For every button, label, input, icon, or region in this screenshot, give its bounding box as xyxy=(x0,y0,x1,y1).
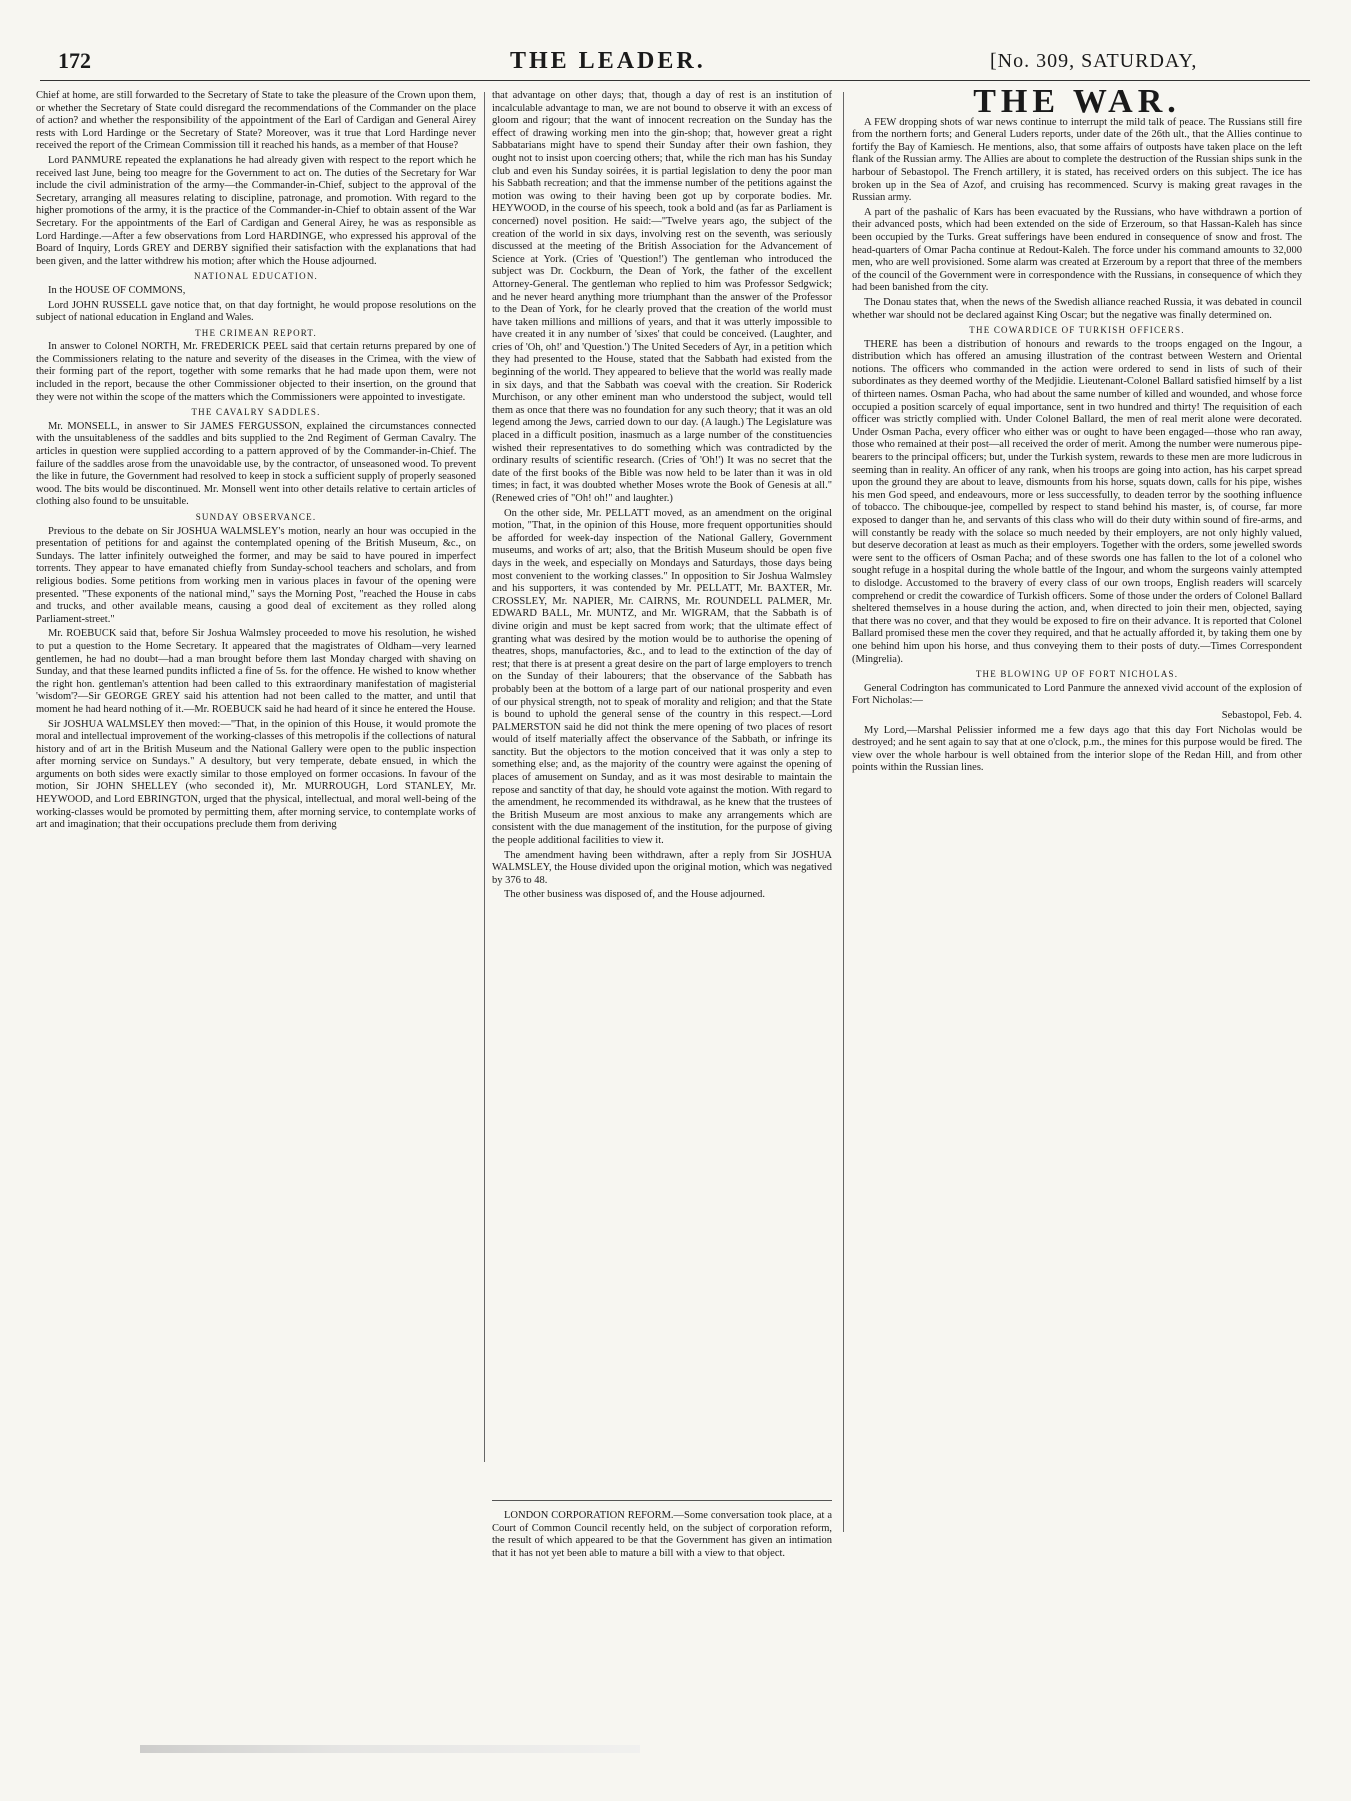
column-3 xyxy=(852,90,1302,1590)
paragraph: The other business was disposed of, and the House adjourned. xyxy=(504,889,765,901)
paragraph: On the other side, Mr. PELLATT moved, as an amendment on the original motion, "That, in the opinion of this House, more frequent opportunities should be afforded for week-day inspection of the National Gallery, Government museums, and works of art; also, that the British Museum should be open five days in the week, and especially on Mondays and Saturdays, those days being most convenient to the working classes." In opposition to Sir Joshua Walmsley and his supporters, it was contended by Mr. PELLATT, Mr. BAXTER, Mr. CROSSLEY, Mr. NAPIER, Mr. CAIRNS, Mr. ROUNDELL PALMER, Mr. EDWARD BALL, Mr. MUNTZ, and Mr. WIGRAM, that the Sabbath is of divine origin and must be kept sacred from work; that the ultimate effect of granting what was desired by the motion would be to authorise the opening of theatres, shops, manufactories, &c., and to lead to the extinction of the day of rest; that there is at present a great desire on the part of large employers to trench on the Sunday of their labourers; that the observance of the Sabbath has probably been at the bottom of a large part of our national prosperity and even of our physical strength, not to speak of morality and religion; and that the State is bound to uphold the general sense of the country in this respect.—Lord PALMERSTON said he did not think the mere opening of two places of resort would of itself materially affect the observance of the Sabbath, or infringe its sanctity. But the objectors to the motion conceived that it was only a step to something else; and, as the majority of the country were against the opening of places of amusement on Sunday, and as it was most desirable to maintain the repose and sanctity of that day, he should vote against the motion. With regard to the amendment, he recommended its withdrawal, as he knew that the trustees of the British Museum are most anxious to make any arrangements which are consistent with the due management of the institution, for the purpose of giving the people additional facilities to view it. xyxy=(492,507,832,847)
section-heading: SUNDAY OBSERVANCE. xyxy=(195,512,317,522)
column-rule xyxy=(843,92,844,1532)
paragraph: General Codrington has communicated to Lord Panmure the annexed vivid account of the explosion of Fort Nicholas:— xyxy=(852,682,1302,707)
column-2 xyxy=(492,90,832,1490)
paragraph: In the HOUSE OF COMMONS, xyxy=(48,284,186,296)
dateline: Sebastopol, Feb. 4. xyxy=(1221,709,1302,721)
column-2-footnote xyxy=(492,1510,832,1560)
paragraph: LONDON CORPORATION REFORM.—Some conversation took place, at a Court of Common Council recently held, on the subject of corporation reform, the result of which appeared to be that the Government has given an intimation that it has not yet been able to mature a bill with a view to that object. xyxy=(492,1510,832,1559)
column-rule xyxy=(484,92,485,1462)
header-rule xyxy=(40,80,1310,81)
paragraph: The Donau states that, when the news of the Swedish alliance reached Russia, it was debated in council whether war should not be declared against King Oscar; but the negative was finally determined on. xyxy=(852,296,1302,321)
paragraph: Mr. ROEBUCK said that, before Sir Joshua Walmsley proceeded to move his resolution, he wished to put a question to the Home Secretary. It appeared that the magistrates of Oldham—very learned gentlemen, he had no doubt—had a man brought before them last Monday charged with shaving on Sunday, and that these learned pundits inflicted a fine of 5s. for the offence. He wished to know whether the right hon. gentleman's attention had been called to this extraordinary manifestation of magisterial 'wisdom'?—Sir GEORGE GREY said his attention had not been called to the matter, and until that moment he had heard nothing of it.—Mr. ROEBUCK said he had heard of it since he entered the House. xyxy=(36,628,476,715)
paragraph: The amendment having been withdrawn, after a reply from Sir JOSHUA WALMSLEY, the House divided upon the original motion, which was negatived by 376 to 48. xyxy=(492,849,832,886)
paragraph: THERE has been a distribution of honours and rewards to the troops engaged on the Ingour, a distribution which has offered an amusing illustration of the contrast between Western and Oriental notions. The officers who commanded in the action were ordered to send in lists of such of their subordinates as they deemed worthy of the Medjidie. Lieutenant-Colonel Ballard satisfied himself by a list of thirteen names. Osman Pacha, who had about the same number of killed and wounded, and whose force occupied a position scarcely of equal importance, sent in two hundred and thirty! The requisition of each officer was strictly complied with. Under Colonel Ballard, the men of real merit alone were decorated. Under Osman Pacha, every officer who either was or ought to have been engaged—those who ran away, those who remained at their post—all received the order of merit. Among the number were numerous pipe-bearers to the principal officers; but, under the Turkish system, rewards to these men are more ludicrous in seeming than in reality. An officer of any rank, when his troops are going into action, has his carpet spread upon the ground they are about to leave, dismounts from his horse, squats down, calls for his pipe, wishes his men God speed, and endeavours, more or less successfully, to deaden terror by the soothing influence of tobacco. The chibouque-jee, compelled by respect to stand behind his master, is, of course, far more exposed to danger than he, and servants of this class who will do their duty within sound of fire-arms, and will constantly be ready with the solace so much needed by their employers, are not only highly valued, but deserve decoration at least as much as their employers. Together with the orders, some jewelled swords were sent to the officers of Osman Pacha; and of these swords one has fallen to the lot of a colonel who sought refuge in a hospital during the whole battle of the Ingour, and whom the surgeons vainly attempted to dislodge. Accustomed to the bravery of every class of our own troops, English readers will scarcely comprehend or credit the cowardice of Turkish officers. Some of those under the orders of Colonel Ballard sheltered themselves in a house during the action, and, when directed to join their men, objected, saying that there was no cover, and that they would be exposed to fire on their advance. It is reported that Colonel Ballard promised these men the cover they required, and that he actually afforded it, by taking them one by one behind him upon his horse, and thus conveying them to their posts of duty.—Times Correspondent (Mingrelia). xyxy=(852,338,1302,665)
paragraph: Previous to the debate on Sir JOSHUA WALMSLEY's motion, nearly an hour was occupied in the presentation of petitions for and against the contemplated opening of the British Museum, &c., on Sundays. The latter infinitely outweighed the former, and may be said to have poured in imperfect torrents. They appear to have emanated chiefly from Sunday-school teachers and scholars, and from religious bodies. Some petitions from working men in various places in favour of the opening were presented. "These exponents of the national mind," says the Morning Post, "reached the House in cabs and trucks, and other available means, causing a good deal of excitement as they rolled along Parliament-street." xyxy=(36,525,476,625)
paragraph: A part of the pashalic of Kars has been evacuated by the Russians, who have withdrawn a portion of their advanced posts, which had been extended on the side of Erzeroum, so that Hassan-Kaleh has since been occupied by the Turks. Great sufferings have been endured in consequence of snow and frost. The head-quarters of Omar Pacha continue at Redout-Kaleh. The force under his command amounts to 32,000 men, who are well provisioned. Some alarm was created at Erzeroum by a report that three of the members of the council of the Government were in correspondence with the Russians, in consequence of which they had been banished from the city. xyxy=(852,206,1302,294)
page-header xyxy=(40,48,1310,78)
section-heading: THE CRIMEAN REPORT. xyxy=(195,327,317,338)
divider xyxy=(492,1500,832,1501)
column-1 xyxy=(36,90,476,1550)
section-heading: THE BLOWING UP OF FORT NICHOLAS. xyxy=(975,669,1179,680)
scan-smudge xyxy=(140,1745,640,1753)
section-heading: NATIONAL EDUCATION. xyxy=(194,271,318,282)
masthead: THE LEADER. xyxy=(510,48,706,74)
paragraph: My Lord,—Marshal Pelissier informed me a few days ago that this day Fort Nicholas would be destroyed; and he sent again to say that at one o'clock, p.m., the mines for this purpose would be fired. The view over the whole harbour is well obtained from the interior slope of the Redan Hill, and from other points within the Russian lines. xyxy=(852,724,1302,774)
section-heading: THE CAVALRY SADDLES. xyxy=(191,407,321,418)
article-title: THE WAR. xyxy=(973,90,1181,120)
paragraph: Lord PANMURE repeated the explanations he had already given with respect to the report which he received last June, being too meagre for the Government to act on. The duties of the Secretary for War include the civil administration of the army—the Commander-in-Chief, subject to the approval of the Secretary, arranging all measures relating to discipline, patronage, and promotion. With regard to the higher promotions of the army, it is the practice of the Commander-in-Chief to obtain assent of the War Secretary. For the appointments of the Earl of Cardigan and General Airey, he was as responsible as Lord Hardinge.—After a few observations from Lord HARDINGE, who expressed his approval of the Board of Inquiry, Lords GREY and DERBY signified their satisfaction with the explanations that had been given, and the latter withdrew his motion; after which the House adjourned. xyxy=(36,154,476,267)
paragraph: Chief at home, are still forwarded to the Secretary of State to take the pleasure of the Crown upon them, or whether the Secretary of State could disregard the recommendations of the Commander on the place of action? and whether the responsibility of the appointment of the Earl of Cardigan and General Airey rests with Lord Hardinge or the Secretary of State? Moreover, was it true that Lord Hardinge never received the report of the Crimean Commission till it reached his hands, as a member of that House? xyxy=(36,90,476,152)
paragraph: Lord JOHN RUSSELL gave notice that, on that day fortnight, he would propose resolutions on the subject of national education in England and Wales. xyxy=(36,299,476,324)
paragraph: Sir JOSHUA WALMSLEY then moved:—"That, in the opinion of this House, it would promote the moral and intellectual improvement of the working-classes of this metropolis if the collections of natural history and of art in the British Museum and the National Gallery were open to the public inspection after morning service on Sundays." A desultory, but very temperate, debate ensued, in which the arguments on both sides were exactly similar to those employed on former occasions. In favour of the motion, Sir JOHN SHELLEY (who seconded it), Mr. MURROUGH, Lord STANLEY, Mr. HEYWOOD, and Lord EBRINGTON, urged that the physical, intellectual, and moral well-being of the working-classes would be promoted by permitting them, after morning service, to contemplate works of art and imagination; that their occupations preclude them from deriving xyxy=(36,718,476,831)
section-heading: THE COWARDICE OF TURKISH OFFICERS. xyxy=(969,325,1185,336)
paragraph: Mr. MONSELL, in answer to Sir JAMES FERGUSSON, explained the circumstances connected with the unsuitableness of the saddles and bits supplied to the 2nd Regiment of German Cavalry. The articles in question were supplied according to a pattern approved of by the Commander-in-Chief. The failure of the saddles arose from the unavoidable use, by the contractor, of unseasoned wood. To prevent the like in future, the Government had resolved to keep in stock a sufficient supply of properly seasoned wood. The bits would be discontinued. Mr. Monsell went into other details relative to certain articles of clothing also found to be unsuitable. xyxy=(36,420,476,508)
paragraph: In answer to Colonel NORTH, Mr. FREDERICK PEEL said that certain returns prepared by one of the Commissioners relating to the nature and severity of the diseases in the Crimea, with the view of their forming part of the report, together with some remarks that he had made upon them, were not included in the report, because the other Commissioner objected to their insertion, on the ground that they were not within the scope of the matters which the Commissioners were appointed to investigate. xyxy=(36,341,476,403)
issue-line: [No. 309, SATURDAY, xyxy=(990,50,1198,72)
page-number: 172 xyxy=(58,48,91,73)
paragraph: A FEW dropping shots of war news continue to interrupt the mild talk of peace. The Russians still fire from the northern forts; and General Luders reports, under date of the 26th ult., that the Allies continue to fortify the Bay of Kamiesch. He mentions, also, that some affairs of outposts have taken place on the left flank of the Russian army. The Allies are about to complete the destruction of the Russian ships sunk in the harbour of Sebastopol. The French artillery, it is stated, has received orders on this subject. The ice has broken up in the Sea of Azof, and cruising has recommenced. Scurvy is making great ravages in the Russian army. xyxy=(852,116,1302,204)
paragraph: that advantage on other days; that, though a day of rest is an institution of incalculable advantage to man, we are not bound to observe it with an excess of gloom and rigour; that the want of innocent recreation on the Sunday has the effect of drawing working men into the gin-shop; that, however great a right Sabbatarians might have to spend their Sunday after their own fashion, they ought not to insist upon coercing others; that, while the rich man has his Sunday club and even his Sunday soirées, it is partial legislation to deny the poor man his Sabbath recreation; and that the immense number of the petitions against the motion was owing to their having been got up by corporate bodies. Mr. HEYWOOD, in the course of his speech, took a bold and (as far as Parliament is concerned) novel position. He said:—"Twelve years ago, the subject of the creation of the world in six days, involving rest on the seventh, was seriously discussed at the meeting of the British Association for the Advancement of Science at York. (Cries of 'Question!') The gentleman who introduced the subject was Dr. Cockburn, the Dean of York, the father of the excellent Attorney-General. The gentleman who replied to him was Professor Sedgwick; and he never heard anything more triumphant than the answer of the Professor to the Dean of York, for he clearly proved that the creation of the world must have taken millions and millions of years, and that it was utterly impossible to have created it in any number of 'sixes' that could be conceived. (Laughter, and cries of 'Oh, oh!' and 'Question.') The United Seceders of Ayr, in a petition which they had presented to the House, stated that the Sabbath had existed from the beginning of the world. They appeared to believe that the world was really made in six days, and that the Sabbath was coeval with the creation. Sir Roderick Murchison, or any other eminent man who understood the subject, would tell them as once that there was no foundation for any such theory; that it was an old legend among the Jews, carried down to our day. (A laugh.) The Legislature was placed in a difficult position, inasmuch as a large number of the constituencies wished their representatives to do something which was contradicted by the ordinary results of scientific research. (Cries of 'Oh!') It was no secret that the date of the first books of the Bible was now held to be later than it was in old times; in fact, it was doubted whether Moses wrote the Book of Genesis at all." (Renewed cries of "Oh! oh!" and laughter.) xyxy=(492,90,832,504)
